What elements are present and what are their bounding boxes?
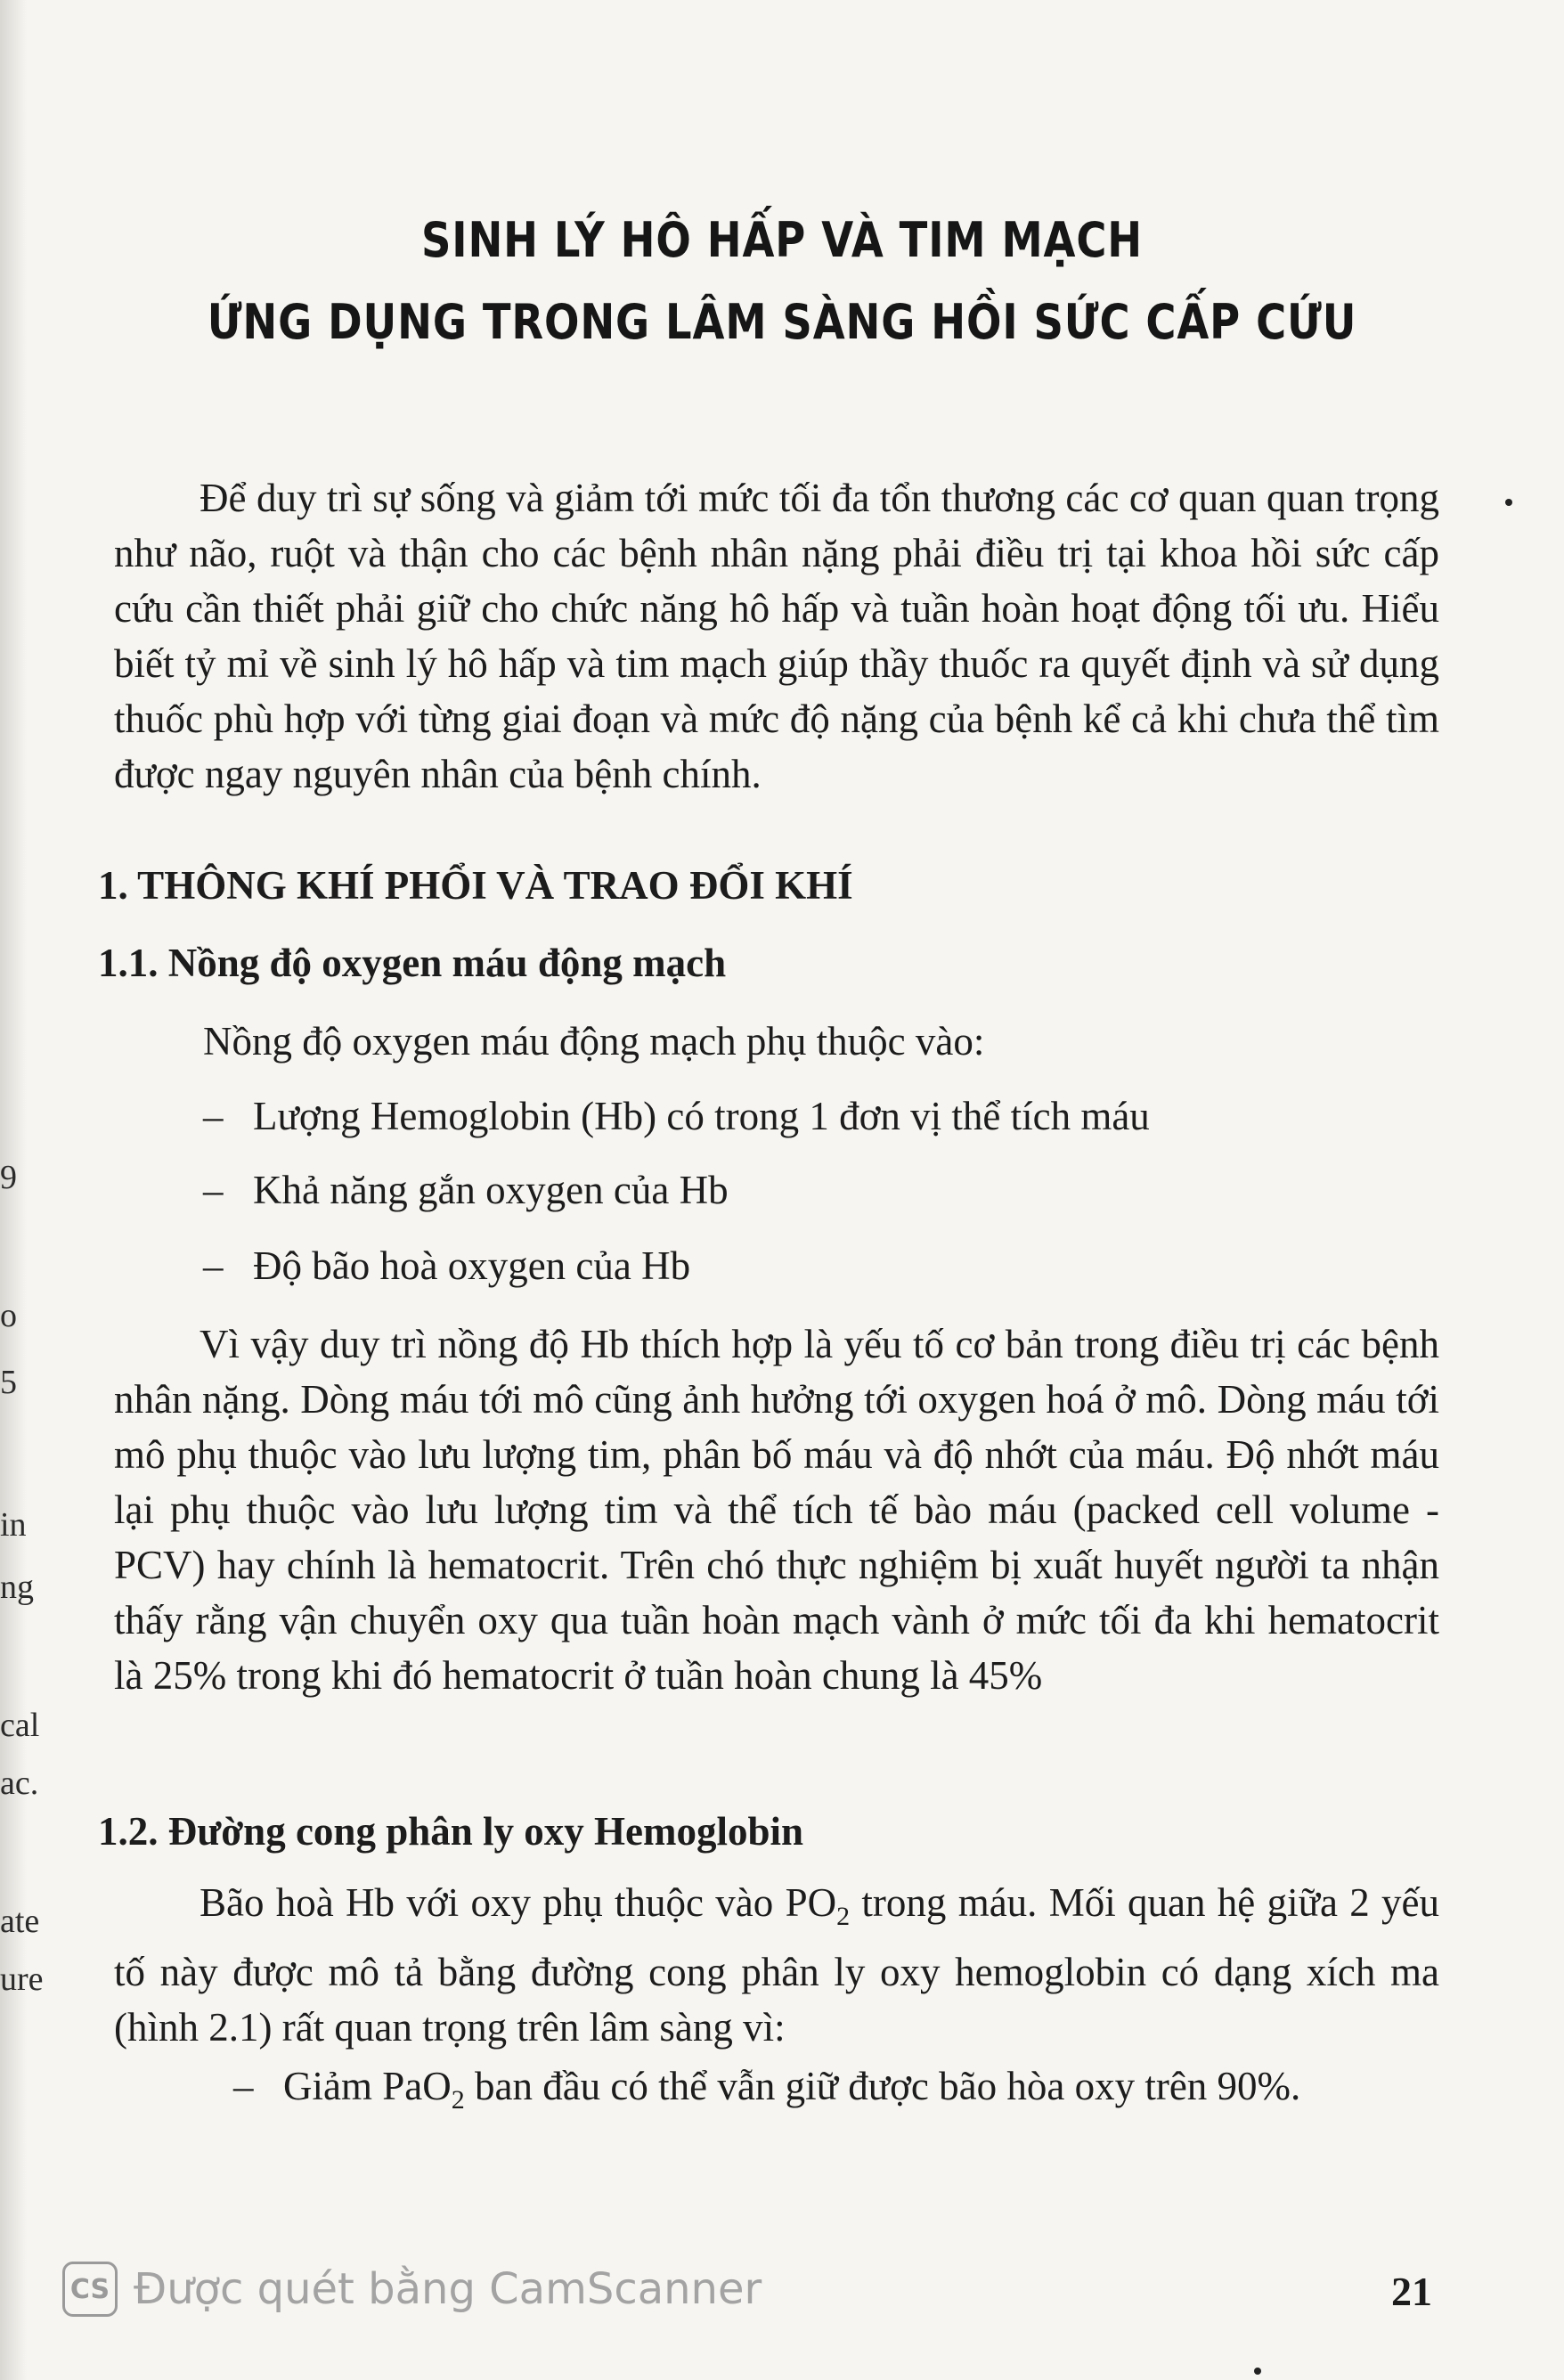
scanner-watermark [62, 2261, 762, 2318]
page-title-line-2: ỨNG DỤNG TRONG LÂM SÀNG HỒI SỨC CẤP CỨU [207, 294, 1357, 350]
speck [1254, 2368, 1261, 2375]
edge-fragment: ac. [0, 1765, 39, 1802]
page-title-line-1: SINH LÝ HÔ HẤP VÀ TIM MẠCH [420, 212, 1144, 268]
body-paragraph: Vì vậy duy trì nồng độ Hb thích hợp là yếu tố cơ bản trong điều trị các bệnh nhân nặng. Dòng máu tới mô cũng ảnh hưởng tới oxygen hoá ở mô. Dòng máu tới mô phụ thuộc vào lưu lượng tim, phân bố máu và độ nhớt của máu. Độ nhớt máu lại phụ thuộc vào lưu lượng tim và thể tích tế bào máu (packed cell volume - PCV) hay chính là hematocrit. Trên chó thực nghiệm bị xuất huyết người ta nhận thấy rằng vận chuyển oxy qua tuần hoàn mạch vành ở mức tối đa khi hematocrit là 25% trong khi đó hematocrit ở tuần hoàn chung là 45% [114, 1322, 1439, 1698]
list-item: – Giảm PaO$_2$ ban đầu có thể vẫn giữ được bão hòa oxy trên 90%. [233, 2064, 1301, 2115]
lead-text: Nồng độ oxygen máu động mạch phụ thuộc vào: [203, 1019, 985, 1064]
page-number: 21 [1391, 2269, 1432, 2314]
camscanner-logo: CS [62, 2262, 118, 2317]
edge-fragment: 5 [0, 1364, 17, 1401]
edge-fragment: ng [0, 1569, 34, 1606]
scanner-text: Được quét bằng CamScanner [134, 2264, 762, 2314]
intro-paragraph [114, 470, 1439, 802]
edge-fragment: cal [0, 1707, 40, 1744]
body-paragraph: Bão hoà Hb với oxy phụ thuộc vào $PO_2$ trong máu. Mối quan hệ giữa 2 yếu tố này được mô tả bằng đường cong phân ly oxy hemoglobin có dạng xích ma (hình 2.1) rất quan trọng trên lâm sàng vì: [114, 1880, 1439, 2050]
list-item: – Khả năng gắn oxygen của Hb [203, 1168, 729, 1212]
edge-fragment: 9 [0, 1159, 17, 1196]
edge-fragment: o [0, 1297, 17, 1334]
list-item: – Lượng Hemoglobin (Hb) có trong 1 đơn vị thể tích máu [203, 1094, 1150, 1138]
subsection-heading: 1.2. Đường cong phân ly oxy Hemoglobin [98, 1809, 804, 1854]
subsection-heading: 1.1. Nồng độ oxygen máu động mạch [98, 941, 727, 985]
edge-fragment: ure [0, 1960, 44, 1998]
list-item: – Độ bão hoà oxygen của Hb [203, 1243, 691, 1288]
speck [1505, 499, 1512, 506]
edge-fragment: ate [0, 1903, 40, 1940]
edge-fragment: in [0, 1506, 27, 1544]
intro-text: Để duy trì sự sống và giảm tới mức tối đa tổn thương các cơ quan quan trọng như não, ruột và thận cho các bệnh nhân nặng phải điều trị tại khoa hồi sức cấp cứu cần thiết phải giữ cho chức năng hô hấp và tuần hoàn hoạt động tối ưu. Hiểu biết tỷ mỉ về sinh lý hô hấp và tim mạch giúp thầy thuốc ra quyết định và sử dụng thuốc phù hợp với từng giai đoạn và mức độ nặng của bệnh kể cả khi chưa thể tìm được ngay nguyên nhân của bệnh chính. [114, 476, 1439, 796]
section-heading: 1. THÔNG KHÍ PHỔI VÀ TRAO ĐỔI KHÍ [98, 863, 853, 908]
